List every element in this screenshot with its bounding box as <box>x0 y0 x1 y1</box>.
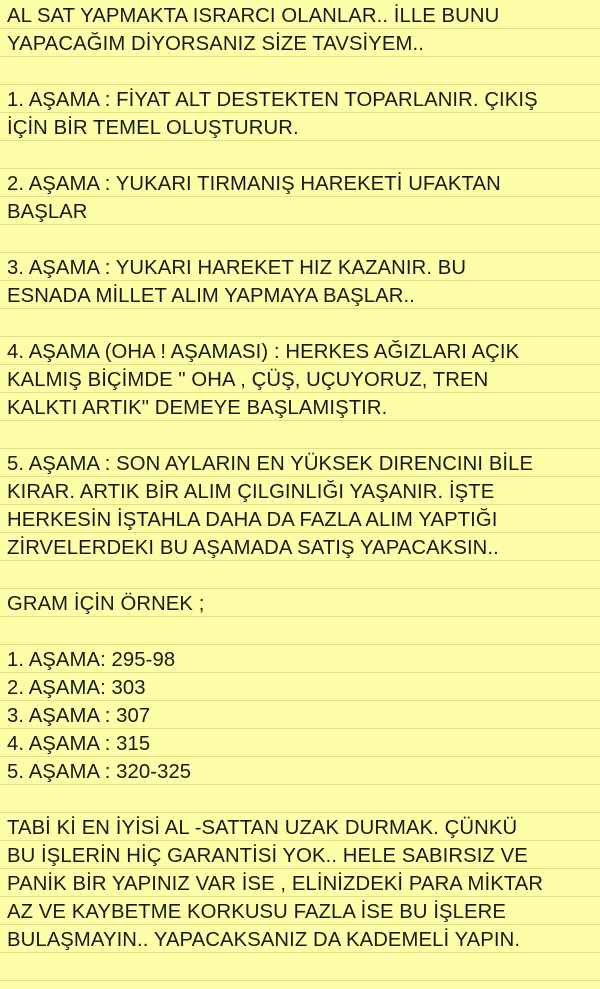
example-item: 3. AŞAMA : 307 <box>7 705 151 727</box>
stage-4-paragraph <box>7 338 599 422</box>
blank-line <box>7 422 599 450</box>
example-title: GRAM İÇİN ÖRNEK ; <box>7 593 205 615</box>
text-line: AZ VE KAYBETME KORKUSU FAZLA İSE BU İŞLERE <box>7 901 506 923</box>
stage-1-paragraph <box>7 86 599 142</box>
example-list <box>7 646 599 786</box>
example-item: 1. AŞAMA: 295-98 <box>7 649 176 671</box>
blank-line <box>7 786 599 814</box>
text-line: 1. AŞAMA : FİYAT ALT DESTEKTEN TOPARLANIR. ÇIKIŞ <box>7 89 538 111</box>
note-body <box>7 2 599 954</box>
text-line: YAPACAĞIM DİYORSANIZ SİZE TAVSİYEM.. <box>7 33 424 55</box>
blank-line <box>7 58 599 86</box>
text-line: BU İŞLERİN HİÇ GARANTİSİ YOK.. HELE SABIRSIZ VE <box>7 845 528 867</box>
text-line: HERKESİN İŞTAHLA DAHA DA FAZLA ALIM YAPTIĞI <box>7 509 498 531</box>
blank-line <box>7 142 599 170</box>
text-line: 4. AŞAMA (OHA ! AŞAMASI) : HERKES AĞIZLARI AÇIK <box>7 341 520 363</box>
blank-line <box>7 310 599 338</box>
text-line: TABİ Kİ EN İYİSİ AL -SATTAN UZAK DURMAK. ÇÜNKÜ <box>7 817 518 839</box>
text-line: KALMIŞ BİÇİMDE " OHA , ÇÜŞ, UÇUYORUZ, TREN <box>7 369 489 391</box>
text-line: 5. AŞAMA : SON AYLARIN EN YÜKSEK DIRENCINI BİLE <box>7 453 534 475</box>
text-line: 3. AŞAMA : YUKARI HAREKET HIZ KAZANIR. BU <box>7 257 467 279</box>
text-line: BULAŞMAYIN.. YAPACAKSANIZ DA KADEMELİ YAPIN. <box>7 929 521 951</box>
example-item: 5. AŞAMA : 320-325 <box>7 761 192 783</box>
blank-line <box>7 618 599 646</box>
stage-3-paragraph <box>7 254 599 310</box>
text-line: KALKTI ARTIK" DEMEYE BAŞLAMIŞTIR. <box>7 397 388 419</box>
blank-line <box>7 562 599 590</box>
intro-paragraph <box>7 2 599 58</box>
text-line: 2. AŞAMA : YUKARI TIRMANIŞ HAREKETİ UFAKTAN <box>7 173 501 195</box>
closing-paragraph <box>7 814 599 954</box>
stage-2-paragraph <box>7 170 599 226</box>
text-line: ESNADA MİLLET ALIM YAPMAYA BAŞLAR.. <box>7 285 415 307</box>
text-line: AL SAT YAPMAKTA ISRARCI OLANLAR.. İLLE BUNU <box>7 5 500 27</box>
text-line: BAŞLAR <box>7 201 88 223</box>
text-line: İÇİN BİR TEMEL OLUŞTURUR. <box>7 117 299 139</box>
text-line: PANİK BİR YAPINIZ VAR İSE , ELİNİZDEKİ PARA MİKTAR <box>7 873 544 895</box>
stage-5-paragraph <box>7 450 599 562</box>
text-line: KIRAR. ARTIK BİR ALIM ÇILGINLIĞI YAŞANIR. İŞTE <box>7 481 495 503</box>
text-line: ZİRVELERDEKI BU AŞAMADA SATIŞ YAPACAKSIN.. <box>7 537 499 559</box>
example-item: 2. AŞAMA: 303 <box>7 677 146 699</box>
blank-line <box>7 226 599 254</box>
example-item: 4. AŞAMA : 315 <box>7 733 151 755</box>
